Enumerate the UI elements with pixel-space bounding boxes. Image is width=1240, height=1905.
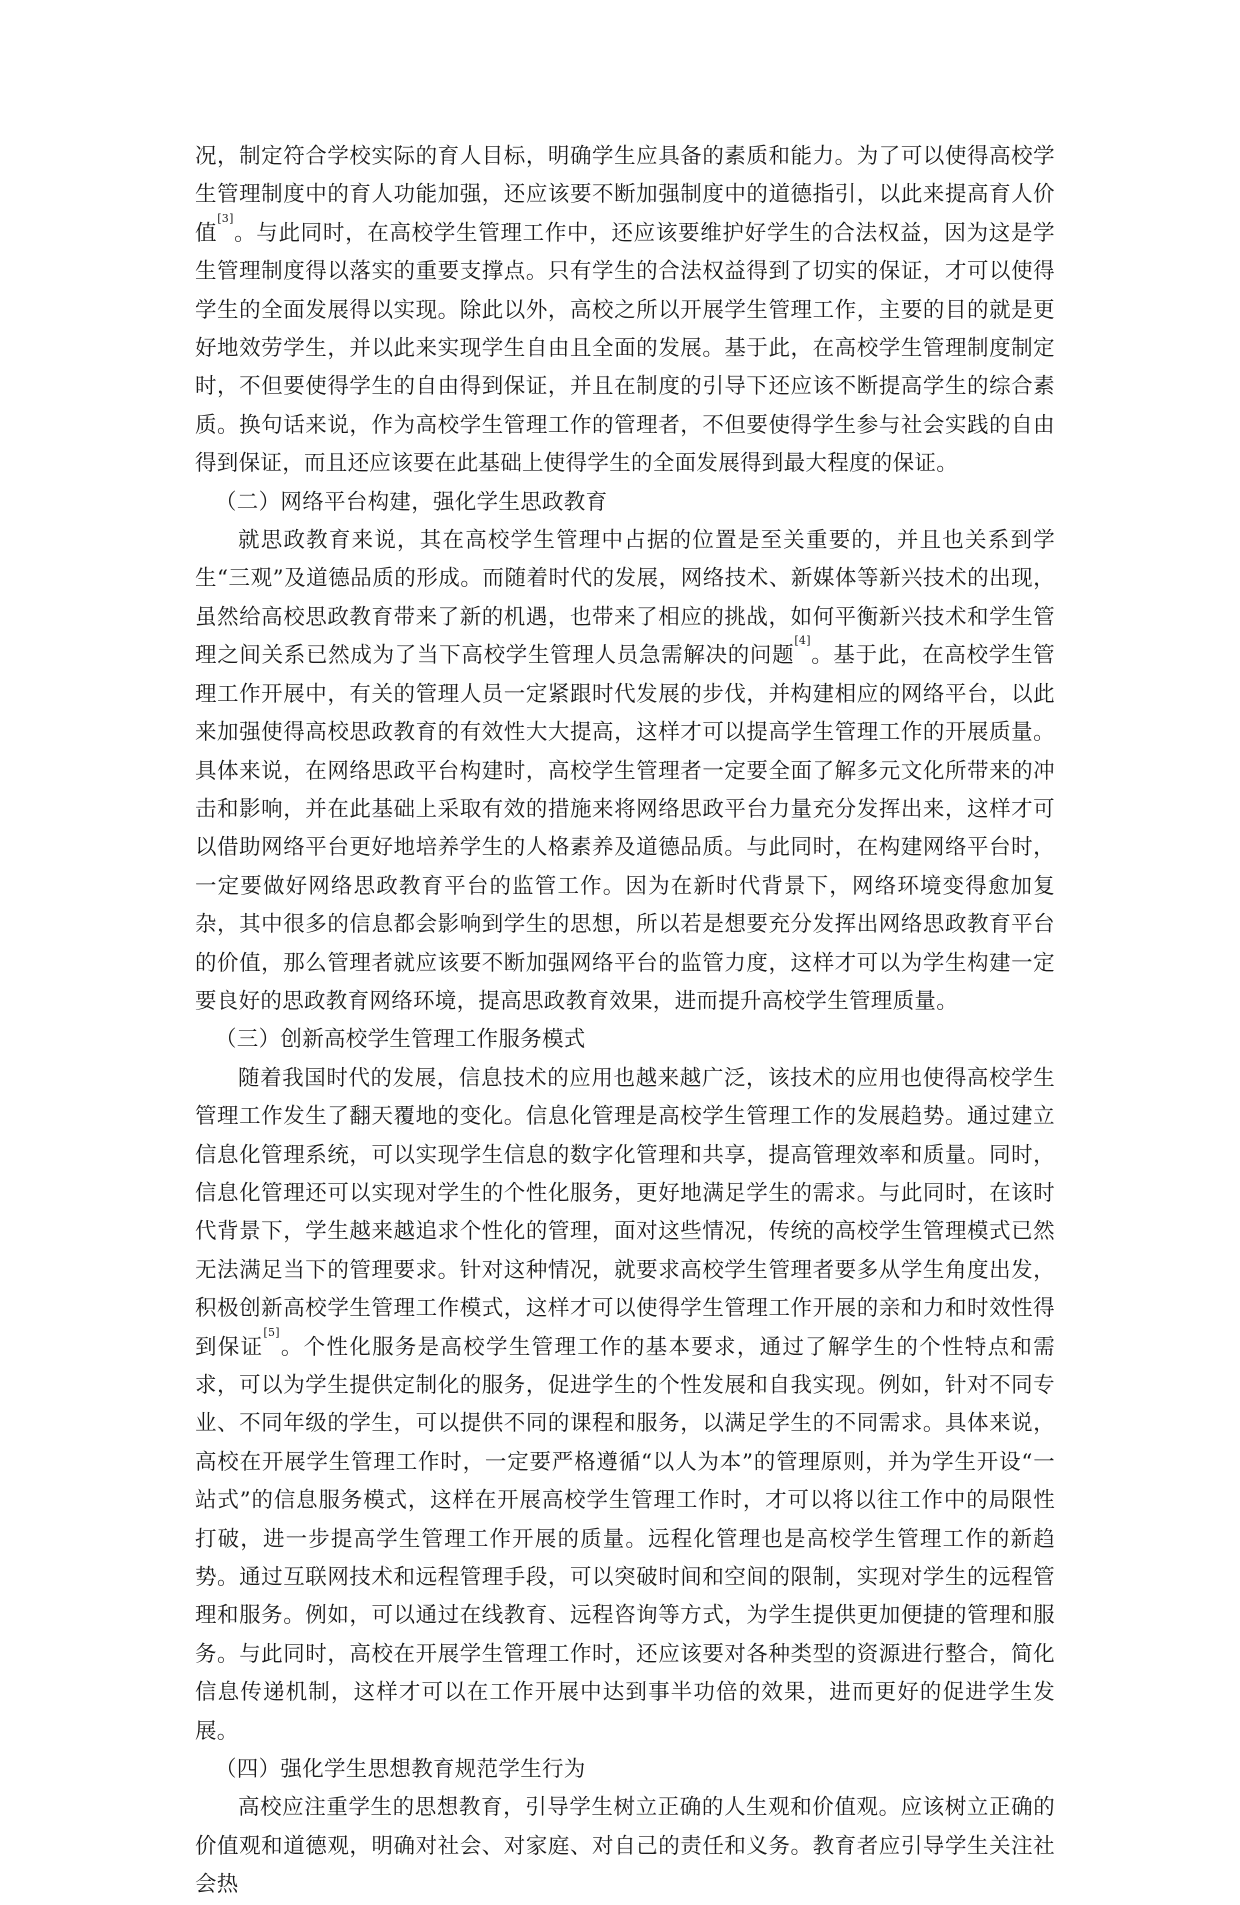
paragraph-4-text-a: 高校应注重学生的思想教育，引导学生树立正确的人生观和价值观。应该树立正确的价值观和道德观，明确对社会、对家庭、对自己的责任和义务。教育者应引导学生关注社会热 <box>195 1795 1055 1898</box>
paragraph-3-text-b: 。个性化服务是高校学生管理工作的基本要求，通过了解学生的个性特点和需求，可以为学生提供定制化的服务，促进学生的个性发展和自我实现。例如，针对不同专业、不同年级的学生，可以提供不同的课程和服务，以满足学生的不同需求。具体来说，高校在开展学生管理工作时，一定要严格遵循“以人为本”的管理原则，并为学生开设“一站式”的信息服务模式，这样在开展高校学生管理工作时，才可以将以往工作中的局限性打破，进一步提高学生管理工作开展的质量。远程化管理也是高校学生管理工作的新趋势。通过互联网技术和远程管理手段，可以突破时间和空间的限制，实现对学生的远程管理和服务。例如，可以通过在线教育、远程咨询等方式，为学生提供更加便捷的管理和服务。与此同时，高校在开展学生管理工作时，还应该要对各种类型的资源进行整合，简化信息传递机制，这样才可以在工作开展中达到事半功倍的效果，进而更好的促进学生发展。 <box>195 1334 1055 1744</box>
paragraph-3-text-a: 随着我国时代的发展，信息技术的应用也越来越广泛，该技术的应用也使得高校学生管理工作发生了翻天覆地的变化。信息化管理是高校学生管理工作的发展趋势。通过建立信息化管理系统，可以实现学生信息的数字化管理和共享，提高管理效率和质量。同时，信息化管理还可以实现对学生的个性化服务，更好地满足学生的需求。与此同时，在该时代背景下，学生越来越追求个性化的管理，面对这些情况，传统的高校学生管理模式已然无法满足当下的管理要求。针对这种情况，就要求高校学生管理者要多从学生角度出发，积极创新高校学生管理工作模式，这样才可以使得学生管理工作开展的亲和力和时效性得到保证 <box>195 1065 1055 1360</box>
section-heading-3: （三）创新高校学生管理工作服务模式 <box>215 1027 586 1053</box>
paragraph-2 <box>195 522 1055 1021</box>
paragraph-1-text-a: 况，制定符合学校实际的育人目标，明确学生应具备的素质和能力。为了可以使得高校学生管理制度中的育人功能加强，还应该要不断加强制度中的道德指引，以此来提高育人价值 <box>195 144 1055 246</box>
paragraph-3 <box>195 1060 1055 1751</box>
paragraph-4 <box>195 1789 1055 1904</box>
citation-ref-4: [4] <box>794 634 811 648</box>
section-heading-2: （二）网络平台构建，强化学生思政教育 <box>215 489 608 515</box>
paragraph-1 <box>195 138 1055 484</box>
section-heading-4: （四）强化学生思想教育规范学生行为 <box>215 1757 586 1783</box>
paragraph-2-text-a: 就思政教育来说，其在高校学生管理中占据的位置是至关重要的，并且也关系到学生“三观”及道德品质的形成。而随着时代的发展，网络技术、新媒体等新兴技术的出现，虽然给高校思政教育带来了新的机遇，也带来了相应的挑战，如何平衡新兴技术和学生管理之间关系已然成为了当下高校学生管理人员急需解决的问题 <box>195 528 1055 669</box>
citation-ref-3: [3] <box>217 211 234 225</box>
document-page <box>195 138 1055 1905</box>
paragraph-1-text-b: 。与此同时，在高校学生管理工作中，还应该要维护好学生的合法权益，因为这是学生管理制度得以落实的重要支撑点。只有学生的合法权益得到了切实的保证，才可以使得学生的全面发展得以实现。除此以外，高校之所以开展学生管理工作，主要的目的就是更好地效劳学生，并以此来实现学生自由且全面的发展。基于此，在高校学生管理制度制定时，不但要使得学生的自由得到保证，并且在制度的引导下还应该不断提高学生的综合素质。换句话来说，作为高校学生管理工作的管理者，不但要使得学生参与社会实践的自由得到保证，而且还应该要在此基础上使得学生的全面发展得到最大程度的保证。 <box>195 220 1055 477</box>
citation-ref-5: [5] <box>263 1325 280 1339</box>
paragraph-2-text-b: 。基于此，在高校学生管理工作开展中，有关的管理人员一定紧跟时代发展的步伐，并构建相应的网络平台，以此来加强使得高校思政教育的有效性大大提高，这样才可以提高学生管理工作的开展质量。具体来说，在网络思政平台构建时，高校学生管理者一定要全面了解多元文化所带来的冲击和影响，并在此基础上采取有效的措施来将网络思政平台力量充分发挥出来，这样才可以借助网络平台更好地培养学生的人格素养及道德品质。与此同时，在构建网络平台时，一定要做好网络思政教育平台的监管工作。因为在新时代背景下，网络环境变得愈加复杂，其中很多的信息都会影响到学生的思想，所以若是想要充分发挥出网络思政教育平台的价值，那么管理者就应该要不断加强网络平台的监管力度，这样才可以为学生构建一定要良好的思政教育网络环境，提高思政教育效果，进而提升高校学生管理质量。 <box>195 643 1055 1014</box>
